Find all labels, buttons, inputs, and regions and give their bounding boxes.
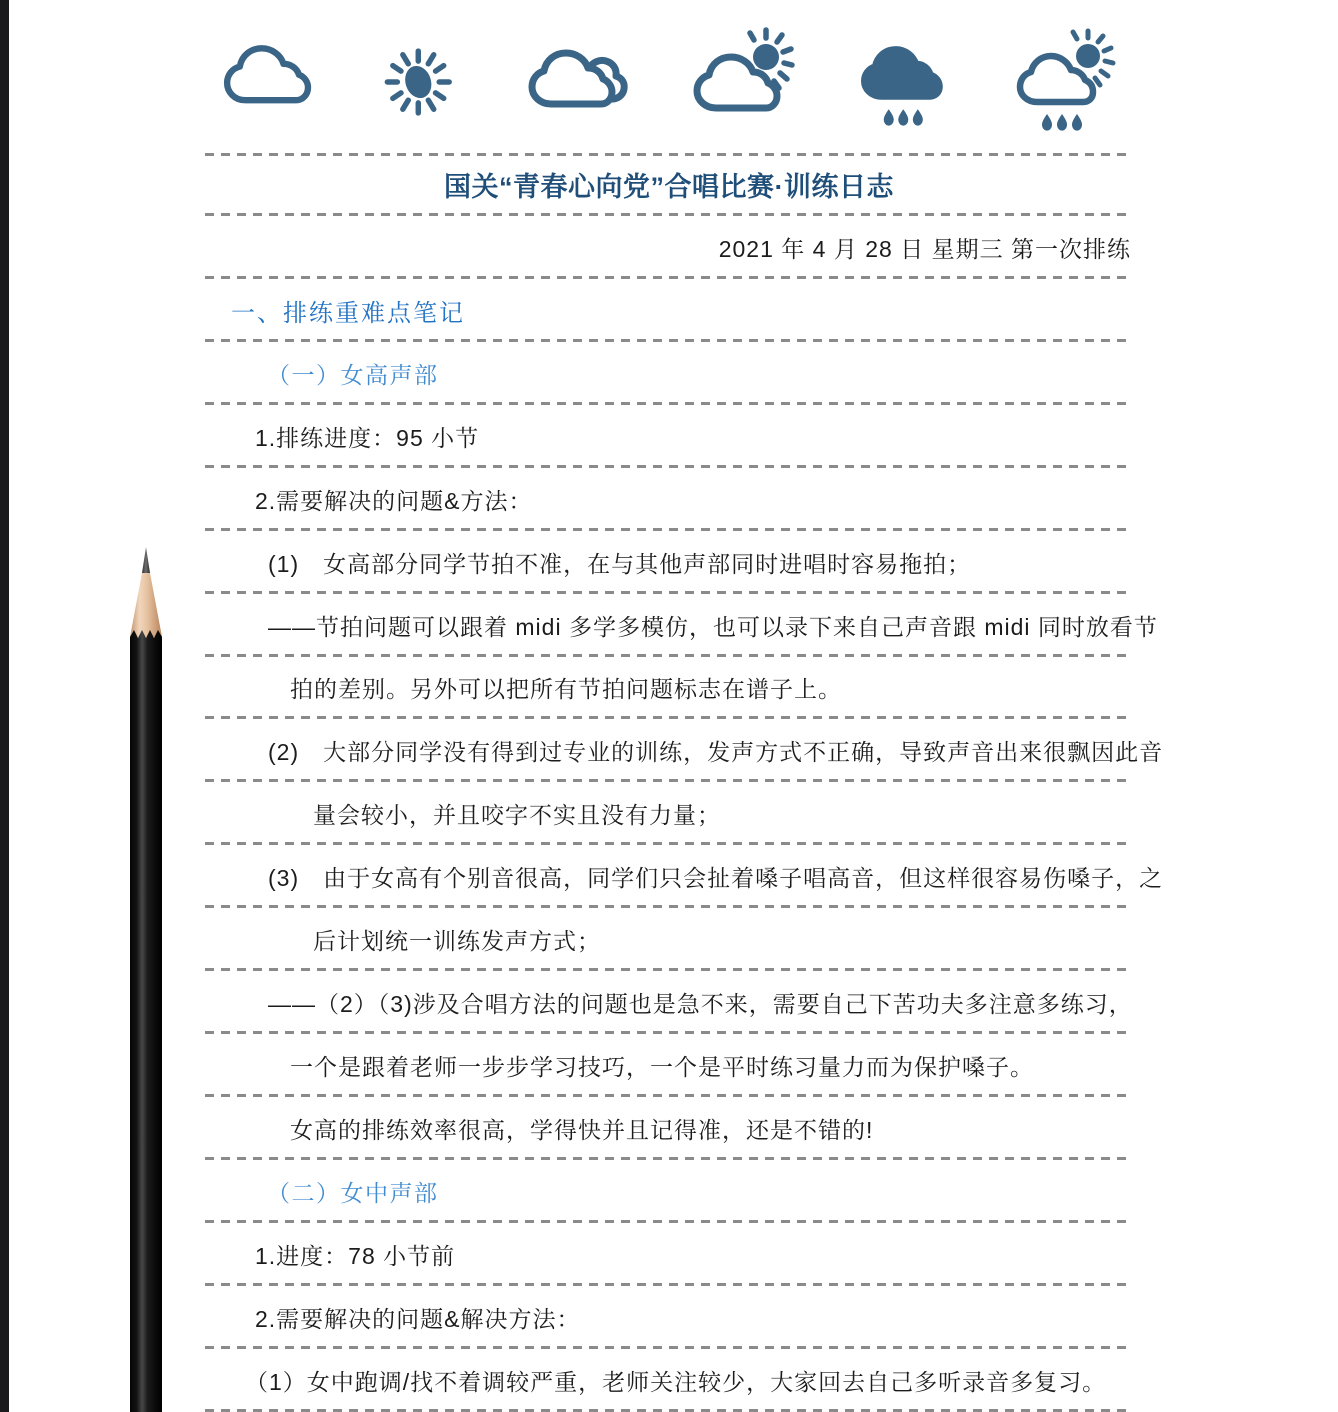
text-line-15: 一个是跟着老师一步步学习技巧，一个是平时练习量力而为保护嗓子。: [205, 1034, 1133, 1097]
content-rows: [205, 153, 1164, 1412]
rain-sun-icon: [1009, 26, 1123, 138]
text-line-2: 2021 年 4 月 28 日 星期三 第一次排练: [205, 216, 1133, 279]
cloud-icon: [218, 26, 318, 138]
text-line-1: 国关“青春心向党”合唱比赛·训练日志: [205, 153, 1133, 216]
text-line-3: 一、排练重难点笔记: [205, 279, 1133, 342]
text-line-10: (2) 大部分同学没有得到过专业的训练，发声方式不正确，导致声音出来很飘因此音: [205, 719, 1133, 782]
pencil-image: [129, 545, 163, 1412]
text-line-18: 1.进度：78 小节前: [205, 1223, 1133, 1286]
text-line-14: ——（2）（3)涉及合唱方法的问题也是急不来，需要自己下苦功夫多注意多练习，: [205, 971, 1133, 1034]
text-line-17: （二）女中声部: [205, 1160, 1133, 1223]
clouds-icon: [523, 26, 633, 138]
weather-icons-row: [218, 26, 1123, 138]
text-line-9: 拍的差别。另外可以把所有节拍问题标志在谱子上。: [205, 657, 1133, 720]
text-line-13: 后计划统一训练发声方式；: [205, 908, 1133, 971]
text-line-4: （一）女高声部: [205, 342, 1133, 405]
sun-icon: [371, 26, 471, 138]
text-line-11: 量会较小，并且咬字不实且没有力量；: [205, 782, 1133, 845]
text-line-5: 1.排练进度：95 小节: [205, 405, 1133, 468]
page-left-edge: [0, 0, 9, 1412]
text-line-6: 2.需要解决的问题&方法：: [205, 468, 1133, 531]
text-line-7: (1) 女高部分同学节拍不准，在与其他声部同时进唱时容易拖拍；: [205, 531, 1133, 594]
text-line-19: 2.需要解决的问题&解决方法：: [205, 1286, 1133, 1349]
cloud-sun-icon: [686, 26, 804, 138]
text-line-8: ——节拍问题可以跟着 midi 多学多模仿，也可以录下来自己声音跟 midi 同时放看节: [205, 594, 1133, 657]
text-line-16: 女高的排练效率很高，学得快并且记得准，还是不错的!: [205, 1097, 1133, 1160]
text-line-20: （1）女中跑调/找不着调较严重，老师关注较少，大家回去自己多听录音多复习。: [205, 1349, 1133, 1412]
rain-icon: [856, 26, 956, 138]
text-line-12: (3) 由于女高有个别音很高，同学们只会扯着嗓子唱高音，但这样很容易伤嗓子，之: [205, 845, 1133, 908]
